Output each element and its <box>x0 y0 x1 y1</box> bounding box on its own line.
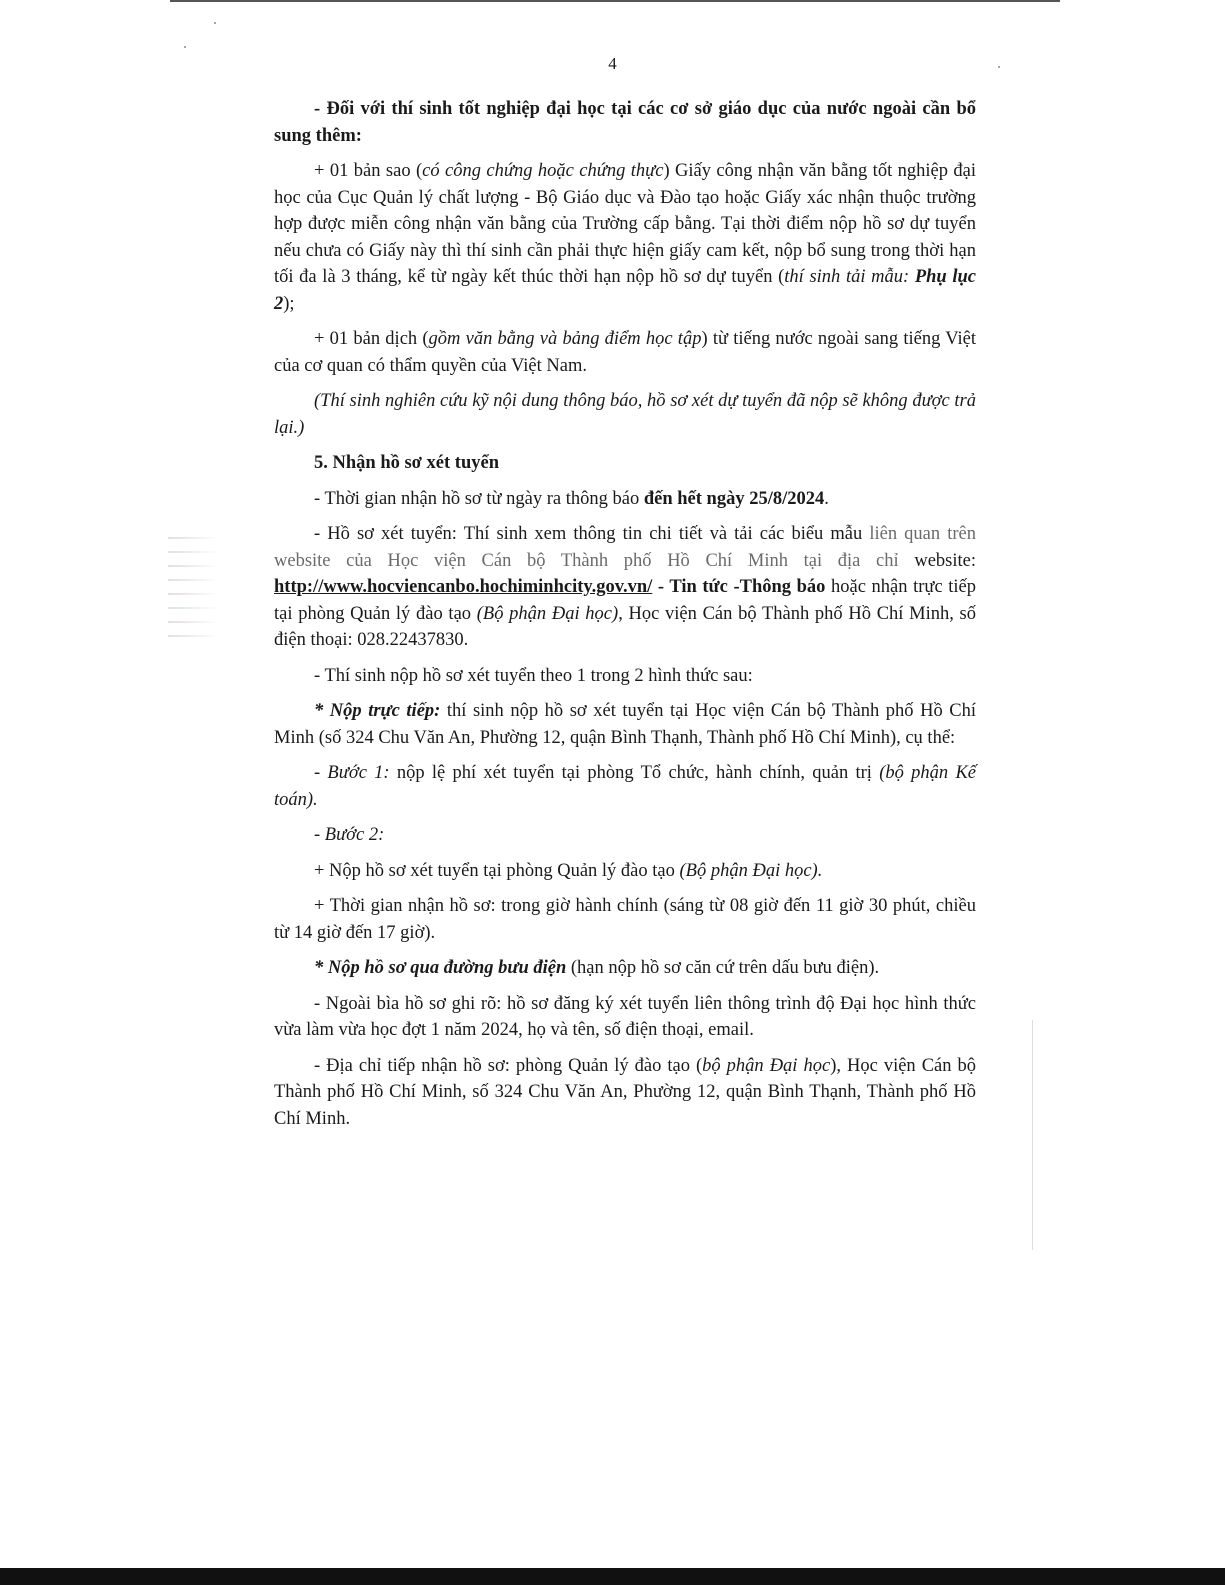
website-link[interactable]: http://www.hocviencanbo.hochiminhcity.gov.vn/ <box>274 577 653 597</box>
text: + 01 bản dịch ( <box>314 329 429 349</box>
text: ) từ tiếng nước ngoài sang tiếng Việt của cơ quan có thẩm quyền của Việt Nam. <box>274 329 977 376</box>
envelope-instructions: - Ngoài bìa hồ sơ ghi rõ: hồ sơ đăng ký xét tuyển liên thông trình độ Đại học hình thức vừa làm vừa học đợt 1 năm 2024, họ và tên, số điện thoại, email. <box>274 993 976 1040</box>
step-2-item-hours: + Thời gian nhận hồ sơ: trong giờ hành chính (sáng từ 08 giờ đến 11 giờ 30 phút, chiều từ 14 giờ đến 17 giờ). <box>274 896 976 943</box>
step-2-item-submit <box>274 858 976 885</box>
step-2: - Bước 2: <box>314 825 385 845</box>
text: ), Học viện Cán bộ Thành phố Hồ Chí Minh, số 324 Chu Văn An, Phường 12, quận Bình Thạnh, Thành phố Hồ Chí Minh. <box>274 1055 977 1129</box>
text: thí sinh nộp hồ sơ xét tuyển tại Học viện Cán bộ Thành phố Hồ Chí Minh (số 324 Chu Văn An, Phường 12, quận Bình Thạnh, Thành phố Hồ Chí Minh), cụ thể: <box>274 701 976 748</box>
receiving-address <box>274 1053 976 1133</box>
text-italic: (Bộ phận Đại học) <box>476 603 619 624</box>
text: . <box>824 488 829 509</box>
text: - Thời gian nhận hồ sơ từ ngày ra thông báo <box>314 488 644 509</box>
foreign-heading: - Đối với thí sinh tốt nghiệp đại học tại các cơ sở giáo dục của nước ngoài cần bổ sung thêm: <box>274 99 976 146</box>
text-faint: liên quan trên website của Học viện Cán bộ Thành phố Hồ Chí Minh tại địa chỉ <box>274 524 976 571</box>
text-italic: thí sinh tải mẫu: <box>784 267 915 287</box>
scan-speck <box>184 46 186 48</box>
page-number: 4 <box>608 54 617 73</box>
scan-speck <box>214 22 216 24</box>
text: + Nộp hồ sơ xét tuyển tại phòng Quản lý đào tạo <box>314 860 680 881</box>
foreign-item-copy <box>274 158 976 317</box>
text-italic: có công chứng hoặc chứng thực <box>422 161 664 181</box>
text: ) Giấy công nhận văn bằng tốt nghiệp đại học của Cục Quản lý chất lượng - Bộ Giáo dục và Đào tạo hoặc Giấy xác nhận thuộc trường hợp được miễn công nhận văn bằng của Trường cấp bằng. Tại thời điểm nộp hồ sơ dự tuyển nếu chưa có Giấy này thì thí sinh cần phải thực hiện giấy cam kết, nộp bổ sung trong thời hạn tối đa là 3 tháng, kể từ ngày kết thúc thời hạn nộp hồ sơ dự tuyển ( <box>274 161 976 287</box>
step-label: - Bước 1: <box>314 763 390 783</box>
text: - Hồ sơ xét tuyển: Thí sinh xem thông tin chi tiết và tải các biểu mẫu <box>314 524 870 544</box>
submission-time <box>274 486 976 513</box>
post-label: * Nộp hồ sơ qua đường bưu điện <box>314 958 567 978</box>
step-1 <box>274 760 976 813</box>
scan-artifact-line <box>1032 1020 1033 1250</box>
submission-methods: - Thí sinh nộp hồ sơ xét tuyển theo 1 trong 2 hình thức sau: <box>314 665 753 686</box>
text-italic: gồm văn bằng và bảng điểm học tập <box>428 329 702 349</box>
scan-top-edge <box>170 0 1060 2</box>
text-italic: (bộ phận Kế toán). <box>274 763 976 810</box>
news-path: - Tin tức -Thông báo <box>652 577 826 597</box>
scan-smudge <box>168 525 220 685</box>
documents-info <box>274 521 976 654</box>
text-italic: bộ phận Đại học <box>702 1055 831 1076</box>
text: , Học viện Cán bộ Thành phố Hồ Chí Minh, số điện thoại: 028.22437830. <box>274 603 976 650</box>
appendix-ref: Phụ lục 2 <box>274 267 977 314</box>
post-submission <box>274 955 976 982</box>
text: hoặc nhận trực tiếp tại phòng Quản lý đào tạo <box>274 577 976 624</box>
text: nộp lệ phí xét tuyển tại phòng Tổ chức, hành chính, quản trị <box>389 763 880 783</box>
foreign-item-translation <box>274 326 976 379</box>
text: (hạn nộp hồ sơ căn cứ trên dấu bưu điện). <box>566 958 880 978</box>
text-italic: (Bộ phận Đại học). <box>679 860 823 881</box>
section-title: 5. Nhận hồ sơ xét tuyển <box>314 453 499 473</box>
deadline: đến hết ngày 25/8/2024 <box>643 488 825 509</box>
text: + 01 bản sao ( <box>314 161 423 181</box>
direct-label: * Nộp trực tiếp: <box>314 701 441 721</box>
text: - Địa chỉ tiếp nhận hồ sơ: phòng Quản lý đào tạo ( <box>314 1055 703 1076</box>
text: ); <box>283 293 295 314</box>
text: website: <box>898 550 976 571</box>
document-body <box>274 96 976 1141</box>
note: (Thí sinh nghiên cứu kỹ nội dung thông báo, hồ sơ xét dự tuyển đã nộp sẽ không được trả lại.) <box>274 391 976 438</box>
scan-bottom-edge <box>0 1568 1225 1585</box>
direct-submission <box>274 698 976 751</box>
